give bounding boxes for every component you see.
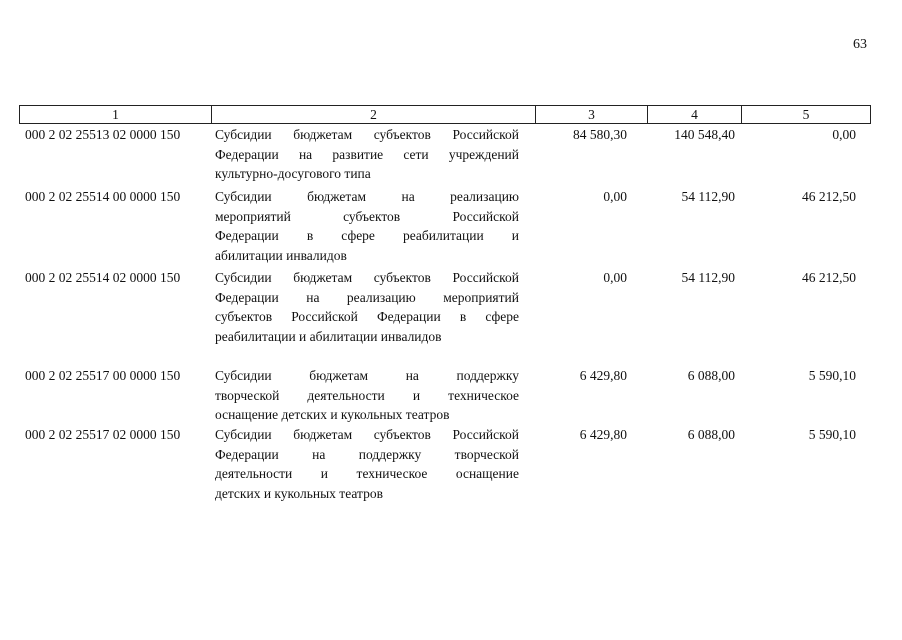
page-number: 63 xyxy=(853,37,867,52)
budget-code: 000 2 02 25513 02 0000 150 xyxy=(25,127,181,142)
header-col-1: 1 xyxy=(20,106,212,124)
budget-code: 000 2 02 25517 00 0000 150 xyxy=(25,368,181,383)
value-col-5: 46 212,50 xyxy=(802,189,856,204)
row-description xyxy=(215,366,519,425)
value-col-4: 54 112,90 xyxy=(681,270,735,285)
table-row xyxy=(19,425,868,501)
description-line: Субсидии бюджетам на реализацию xyxy=(215,189,519,204)
budget-code: 000 2 02 25517 02 0000 150 xyxy=(25,427,181,442)
description-line: культурно-досугового типа xyxy=(215,166,371,181)
value-col-5: 5 590,10 xyxy=(808,368,856,383)
table-row xyxy=(19,125,868,185)
description-line: Федерации на развитие сети учреждений xyxy=(215,146,519,162)
value-col-3: 0,00 xyxy=(603,189,627,204)
description-line: Федерации в сфере реабилитации и xyxy=(215,228,519,243)
value-col-4: 140 548,40 xyxy=(674,127,735,142)
budget-code: 000 2 02 25514 00 0000 150 xyxy=(25,189,181,204)
table-row xyxy=(19,187,868,263)
row-description xyxy=(215,425,519,503)
value-col-3: 6 429,80 xyxy=(579,368,627,383)
value-col-3: 84 580,30 xyxy=(573,127,627,142)
description-line: субъектов Российской Федерации в сфере xyxy=(215,309,519,324)
value-col-5: 0,00 xyxy=(832,127,856,142)
row-description xyxy=(215,268,519,346)
description-line: деятельности и техническое оснащение xyxy=(215,466,519,481)
description-line: Федерации на реализацию мероприятий xyxy=(215,289,519,305)
description-line: Субсидии бюджетам субъектов Российской xyxy=(215,427,519,442)
header-col-4: 4 xyxy=(648,106,742,124)
value-col-5: 5 590,10 xyxy=(808,427,856,442)
description-line: реабилитации и абилитации инвалидов xyxy=(215,328,442,344)
description-line: абилитации инвалидов xyxy=(215,247,347,263)
description-line: Субсидии бюджетам субъектов Российской xyxy=(215,270,519,285)
description-line: творческой деятельности и техническое xyxy=(215,387,519,403)
budget-code: 000 2 02 25514 02 0000 150 xyxy=(25,270,181,285)
value-col-4: 54 112,90 xyxy=(681,189,735,204)
description-line: Субсидии бюджетам субъектов Российской xyxy=(215,127,519,142)
row-description xyxy=(215,187,519,265)
value-col-4: 6 088,00 xyxy=(687,368,735,383)
header-col-2: 2 xyxy=(212,106,536,124)
value-col-3: 0,00 xyxy=(603,270,627,285)
row-description xyxy=(215,125,519,184)
table-row xyxy=(19,366,868,426)
header-col-3: 3 xyxy=(536,106,648,124)
table-header xyxy=(19,105,871,124)
description-line: Субсидии бюджетам на поддержку xyxy=(215,368,519,383)
description-line: Федерации на поддержку творческой xyxy=(215,446,519,462)
table-row xyxy=(19,268,868,344)
value-col-3: 6 429,80 xyxy=(579,427,627,442)
header-col-5: 5 xyxy=(742,106,871,124)
value-col-5: 46 212,50 xyxy=(802,270,856,285)
description-line: детских и кукольных театров xyxy=(215,485,383,501)
description-line: оснащение детских и кукольных театров xyxy=(215,407,450,422)
value-col-4: 6 088,00 xyxy=(687,427,735,442)
description-line: мероприятий субъектов Российской xyxy=(215,208,519,224)
